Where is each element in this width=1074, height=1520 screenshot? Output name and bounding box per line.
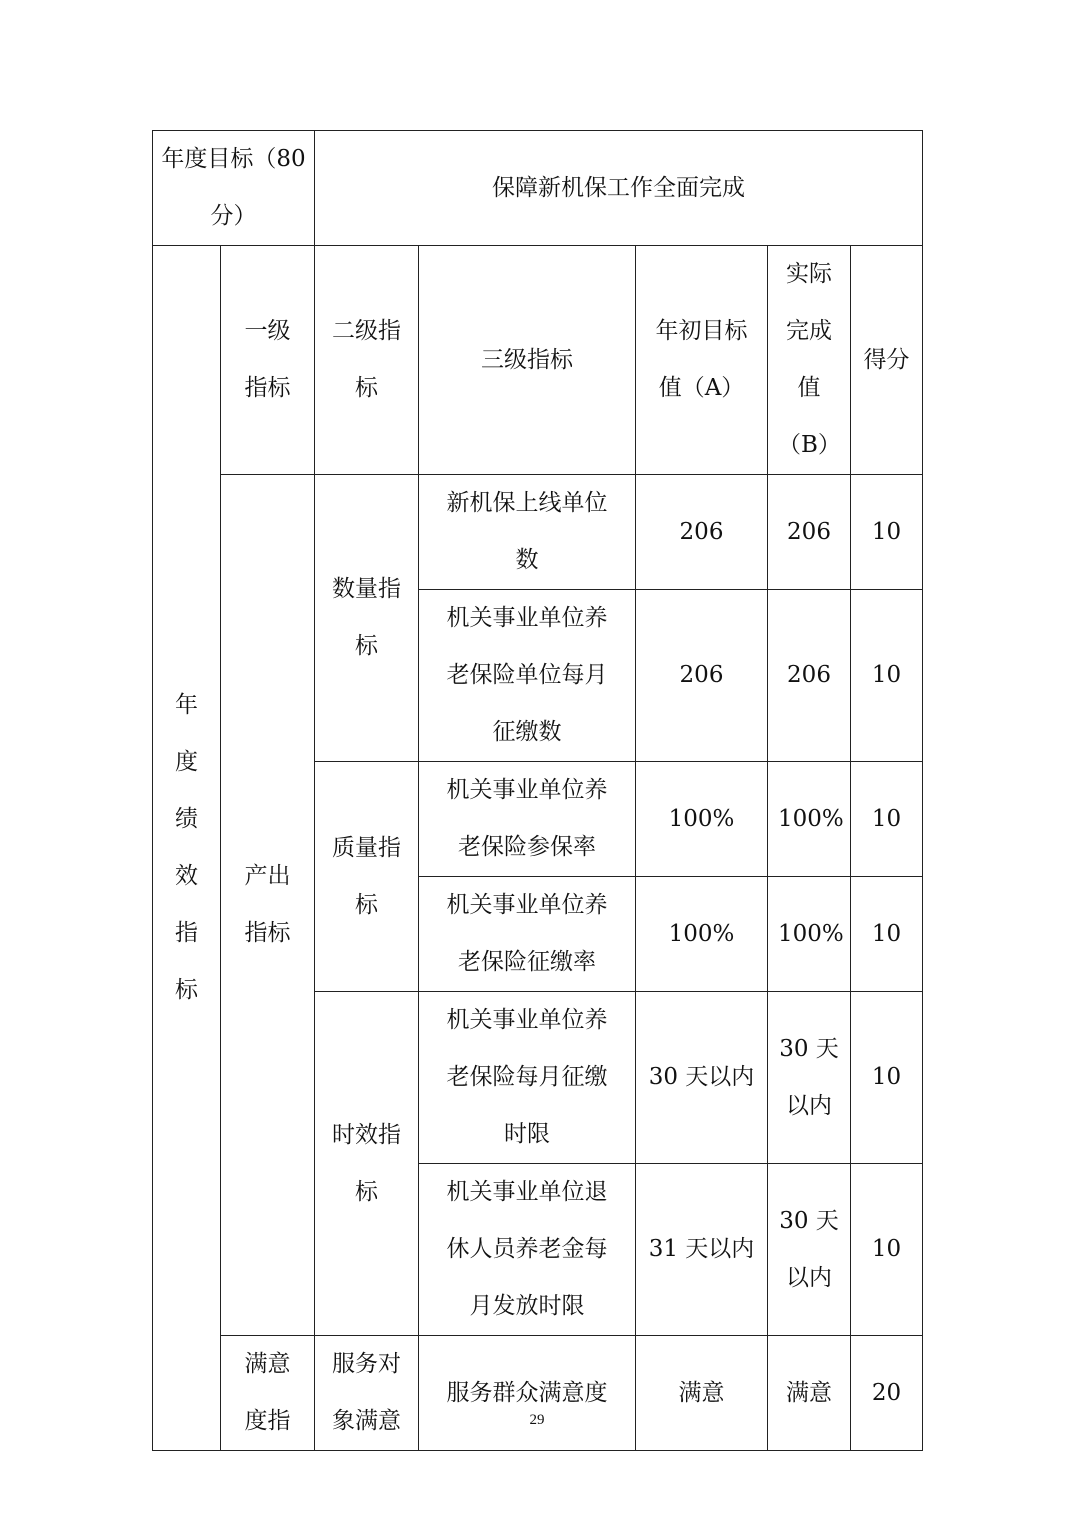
actual-cell: 100%: [768, 877, 851, 992]
column-header-row: [153, 246, 923, 475]
score-cell: 10: [851, 762, 923, 877]
actual-cell: 30 天以内: [768, 992, 851, 1164]
quality-group-cell: [315, 762, 419, 992]
indicator-cell: 机关事业单位养老保险每月征缴时限: [419, 992, 636, 1164]
timeliness-group-label: 时效指标: [332, 1121, 401, 1205]
indicator-cell: 机关事业单位退休人员养老金每月发放时限: [419, 1164, 636, 1336]
goal-text-cell: [315, 131, 923, 246]
actual-cell: 30 天以内: [768, 1164, 851, 1336]
timeliness-group-cell: [315, 992, 419, 1336]
score-cell: 10: [851, 475, 923, 590]
goal-row: [153, 131, 923, 246]
score-cell: 10: [851, 992, 923, 1164]
section-label: 年度绩效指标: [175, 692, 198, 1003]
quality-group-label: 质量指标: [332, 834, 401, 918]
actual-cell: 100%: [768, 762, 851, 877]
actual-cell: 满意: [768, 1336, 851, 1451]
score-cell: 10: [851, 590, 923, 762]
target-cell: 100%: [636, 877, 768, 992]
actual-cell: 206: [768, 475, 851, 590]
goal-label: 年度目标（80分）: [161, 146, 306, 229]
output-group-cell: [221, 475, 315, 1336]
level2-header: 二级指标: [315, 246, 419, 475]
quantity-group-cell: [315, 475, 419, 762]
target-cell: 满意: [636, 1336, 768, 1451]
performance-table: [152, 130, 923, 1451]
table-row: [153, 1336, 923, 1451]
indicator-cell: 新机保上线单位数: [419, 475, 636, 590]
output-group-label: 产出指标: [244, 863, 291, 946]
target-cell: 100%: [636, 762, 768, 877]
indicator-cell: 机关事业单位养老保险参保率: [419, 762, 636, 877]
service-group-label: 服务对象满意: [332, 1351, 401, 1434]
target-cell: 206: [636, 475, 768, 590]
actual-header: 实际完成值（B）: [768, 246, 851, 475]
score-header: 得分: [851, 246, 923, 475]
actual-cell: 206: [768, 590, 851, 762]
target-header: 年初目标值（A）: [636, 246, 768, 475]
score-cell: 10: [851, 1164, 923, 1336]
page-number: 29: [529, 1412, 545, 1428]
target-cell: 30 天以内: [636, 992, 768, 1164]
score-cell: 20: [851, 1336, 923, 1451]
indicator-cell: 服务群众满意度: [419, 1336, 636, 1451]
satisfaction-group-cell: [221, 1336, 315, 1451]
score-cell: 10: [851, 877, 923, 992]
goal-text: 保障新机保工作全面完成: [492, 174, 746, 201]
goal-label-cell: [153, 131, 315, 246]
table-row: [153, 475, 923, 590]
level3-header: 三级指标: [419, 246, 636, 475]
target-cell: 206: [636, 590, 768, 762]
target-cell: 31 天以内: [636, 1164, 768, 1336]
service-group-cell: [315, 1336, 419, 1451]
level1-header: 一级指标: [221, 246, 315, 475]
indicator-cell: 机关事业单位养老保险单位每月征缴数: [419, 590, 636, 762]
section-label-cell: [153, 246, 221, 1451]
satisfaction-group-label: 满意度指: [244, 1351, 291, 1434]
quantity-group-label: 数量指标: [332, 576, 401, 659]
indicator-cell: 机关事业单位养老保险征缴率: [419, 877, 636, 992]
